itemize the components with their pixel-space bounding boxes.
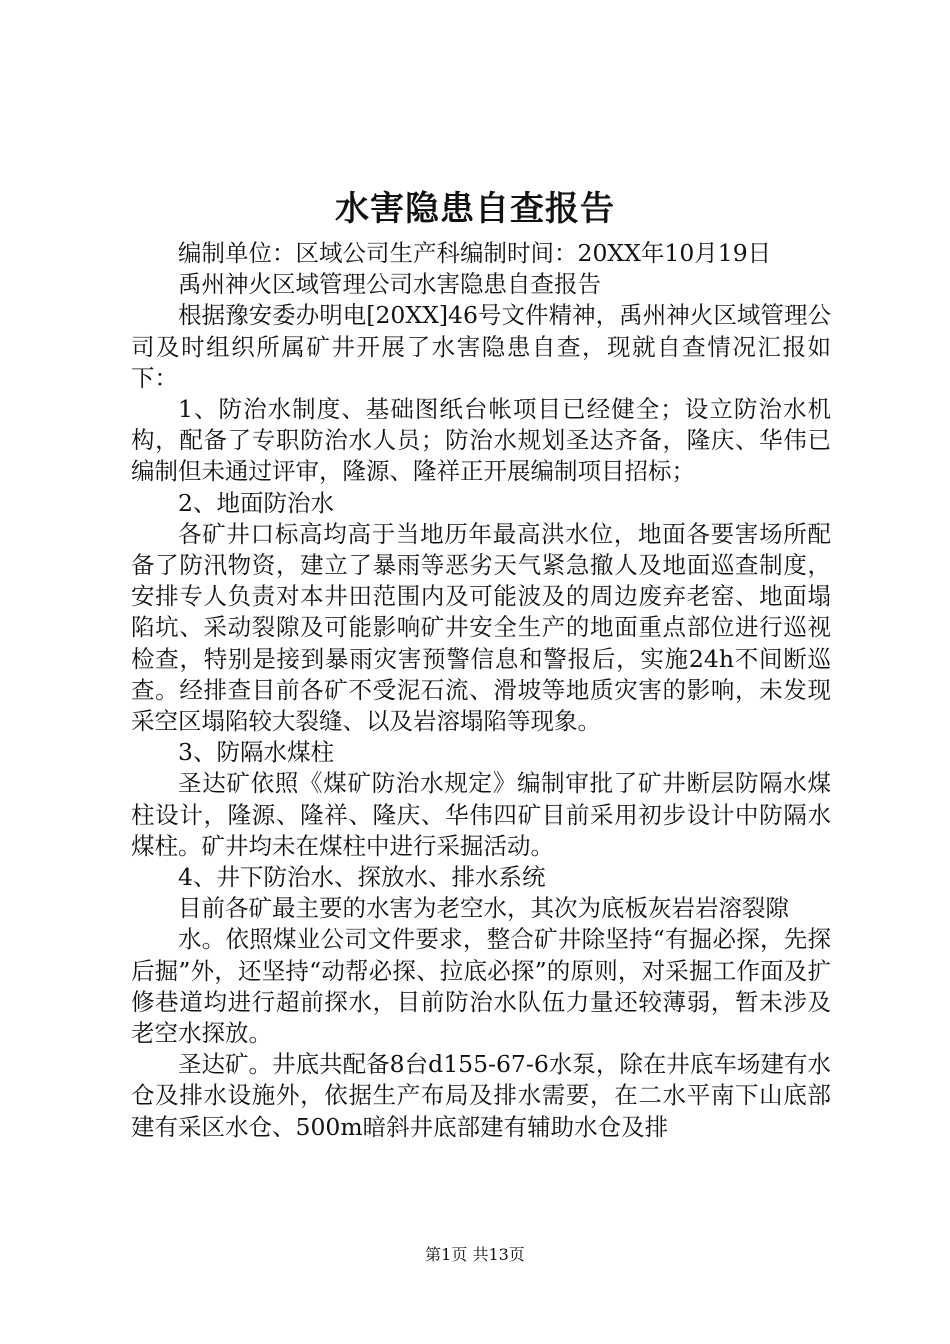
section-heading-4: 4、井下防治水、探放水、排水系统: [178, 863, 546, 892]
document-title: 水害隐患自查报告: [335, 189, 615, 229]
paragraph-item-1: 1、防治水制度、基础图纸台帐项目已经健全；设立防治水机构，配备了专职防治水人员；防治水规划圣达齐备，隆庆、华伟已编制但未通过评审，隆源、隆祥正开展编制项目招标；: [131, 395, 831, 486]
document-body: [131, 238, 831, 1143]
paragraph-shengda-mine: 圣达矿。井底共配备8台d155-67-6水泵，除在井底车场建有水仓及排水设施外，依据生产布局及排水需要，在二水平南下山底部建有采区水仓、500m暗斜井底部建有辅助水仓及排: [131, 1050, 831, 1141]
section-heading-2: 2、地面防治水: [178, 488, 334, 517]
report-subtitle: 禹州神火区域管理公司水害隐患自查报告: [178, 270, 601, 299]
meta-line: 编制单位：区域公司生产科编制时间：20XX年10月19日: [178, 239, 772, 267]
section-heading-3: 3、防隔水煤柱: [178, 738, 334, 767]
paragraph-surface-water: 各矿井口标高均高于当地历年最高洪水位，地面各要害场所配备了防汛物资，建立了暴雨等恶劣天气紧急撤人及地面巡查制度，安排专人负责对本井田范围内及可能波及的周边废弃老窑、地面塌陷坑、采动裂隙及可能影响矿井安全生产的地面重点部位进行巡视检查，特别是接到暴雨灾害预警信息和警报后，实施24h不间断巡查。经排查目前各矿不受泥石流、滑坡等地质灾害的影响，未发现采空区塌陷较大裂缝、以及岩溶塌陷等现象。: [131, 519, 831, 736]
paragraph-main-hazard: 目前各矿最主要的水害为老空水，其次为底板灰岩岩溶裂隙: [178, 894, 789, 923]
page-footer: 第1页 共13页: [425, 1245, 525, 1264]
paragraph-intro: 根据豫安委办明电[20XX]46号文件精神，禹州神火区域管理公司及时组织所属矿井开展了水害隐患自查，现就自查情况汇报如下：: [131, 301, 831, 392]
paragraph-coal-pillar: 圣达矿依照《煤矿防治水规定》编制审批了矿井断层防隔水煤柱设计，隆源、隆祥、隆庆、华伟四矿目前采用初步设计中防隔水煤柱。矿井均未在煤柱中进行采掘活动。: [131, 769, 831, 860]
paragraph-water-exploration: 水。依照煤业公司文件要求，整合矿井除坚持“有掘必探，先探后掘”外，还坚持“动帮必探、拉底必探”的原则，对采掘工作面及扩修巷道均进行超前探水，目前防治水队伍力量还较薄弱，暂未涉及老空水探放。: [131, 925, 831, 1048]
